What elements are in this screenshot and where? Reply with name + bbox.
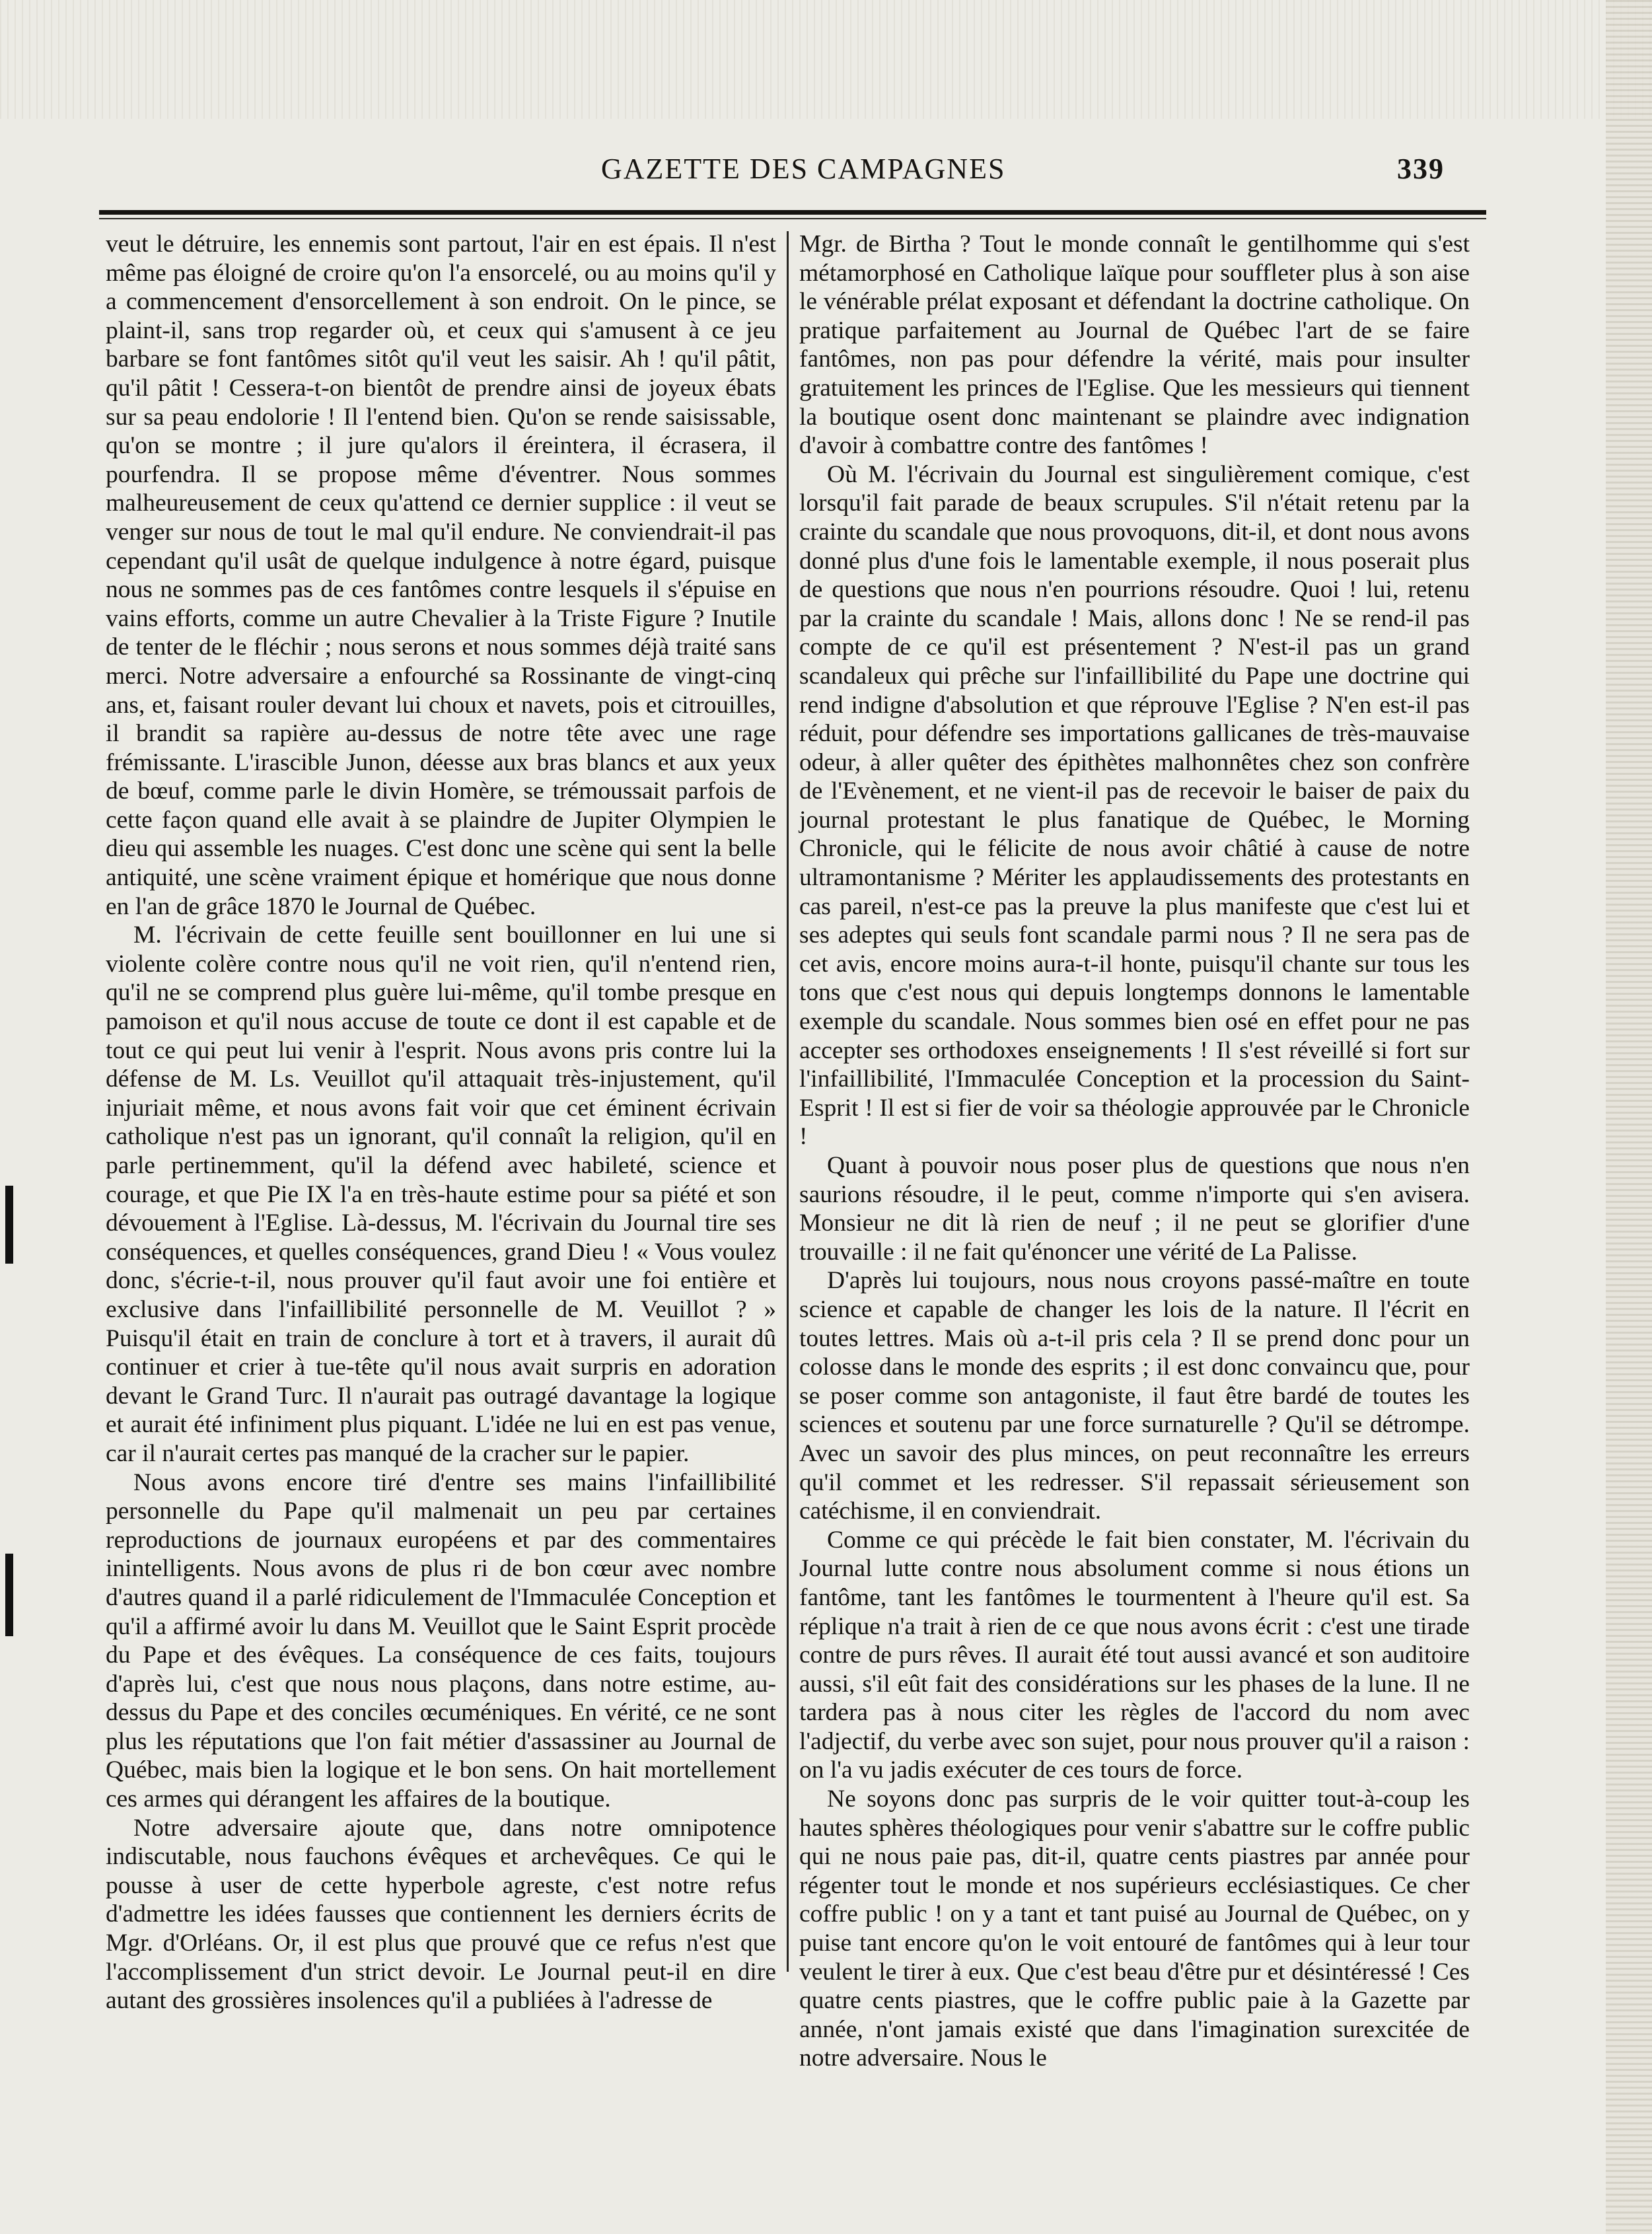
header-rule-thick <box>99 210 1486 215</box>
paragraph: Notre adversaire ajoute que, dans notre omnipotence indiscutable, nous fauchons évêques et archevêques. Ce qui le pousse à user de cette hyperbole agreste, c'est notre refus d'admettre les idées fausses que contiennent les derniers écrits de Mgr. d'Orléans. Or, il est plus que prouvé que ce refus n'est que l'accomplissement d'un strict devoir. Le Journal peut-il en dire autant des grossières insolences qu'il a publiées à l'adresse de <box>106 1814 776 2015</box>
right-column <box>799 230 1470 2073</box>
paragraph: veut le détruire, les ennemis sont partout, l'air en est épais. Il n'est même pas éloigné de croire qu'on l'a ensorcelé, ou au moins qu'il y a commencement d'ensorcellement à son endroit. On le pince, se plaint-il, sans trop regarder où, et ceux qui s'amusent à ce jeu barbare se font fantômes sitôt qu'il veut les saisir. Ah ! qu'il pâtit, qu'il pâtit ! Cessera-t-on bientôt de prendre ainsi de joyeux ébats sur sa peau endolorie ! Il l'entend bien. Qu'on se rende saisissable, qu'on se montre ; il jure qu'alors il éreintera, il écrasera, il pourfendra. Il se propose même d'éventrer. Nous sommes malheureusement de ceux qu'attend ce dernier supplice : il veut se venger sur nous de tout le mal qu'il endure. Ne conviendrait-il pas cependant qu'il usât de quelque indulgence à notre égard, puisque nous ne sommes pas de ces fantômes contre lesquels il s'épuise en vains efforts, comme un autre Chevalier à la Triste Figure ? Inutile de tenter de le fléchir ; nous serons et nous sommes déjà traité sans merci. Notre adversaire a enfourché sa Rossinante de vingt-cinq ans, et, faisant rouler devant lui choux et navets, pois et citrouilles, il brandit sa rapière au-dessus de notre tête avec une rage frémissante. L'irascible Junon, déesse aux bras blancs et aux yeux de bœuf, comme parle le divin Homère, se trémoussait parfois de cette façon quand elle avait à se plaindre de Jupiter Olympien le dieu qui assemble les nuages. C'est donc une scène qui sent la belle antiquité, une scène vraiment épique et homérique que nous donne en l'an de grâce 1870 le Journal de Québec. <box>106 231 776 920</box>
scan-noise-top <box>0 0 1652 119</box>
margin-marker <box>5 1554 13 1636</box>
column-divider <box>787 231 789 1972</box>
paragraph: Quant à pouvoir nous poser plus de questions que nous n'en saurions résoudre, il le peut, comme n'importe qui s'en avisera. Monsieur ne dit là rien de neuf ; il ne peut se glorifier d'une trouvaille : il ne fait qu'énoncer une vérité de La Palisse. <box>799 1152 1470 1266</box>
scan-noise-right-edge <box>1606 0 1652 2234</box>
page-number: 339 <box>1397 153 1445 185</box>
paragraph: M. l'écrivain de cette feuille sent bouillonner en lui une si violente colère contre nous qu'il ne voit rien, qu'il n'entend rien, qu'il ne se comprend plus guère lui-même, qu'il tombe presque en pamoison et qu'il nous accuse de toute ce dont il est capable et de tout ce qui peut lui venir à l'esprit. Nous avons pris contre lui la défense de M. Ls. Veuillot qu'il attaquait très-injustement, qu'il injuriait même, et nous avons fait voir que cet éminent écrivain catholique n'est pas un ignorant, qu'il connaît la religion, qu'il en parle pertinemment, qu'il la défend avec habileté, science et courage, et que Pie IX l'a en très-haute estime pour sa piété et son dévouement à l'Eglise. Là-dessus, M. l'écrivain du Journal tire ses conséquences, et quelles conséquences, grand Dieu ! « Vous voulez donc, s'écrie-t-il, nous prouver qu'il faut avoir une foi entière et exclusive dans l'infaillibilité personnelle de M. Veuillot ? » Puisqu'il était en train de conclure à tort et à travers, il aurait dû continuer et crier à tue-tête qu'il nous avait surpris en adoration devant le Grand Turc. Il n'aurait pas outragé davantage la logique et aurait été infiniment plus piquant. L'idée ne lui en est pas venue, car il n'aurait certes pas manqué de la cracher sur le papier. <box>106 921 776 1467</box>
header-rule-thin <box>99 218 1486 219</box>
running-title: GAZETTE DES CAMPAGNES <box>601 153 1006 185</box>
page-header <box>99 147 1493 193</box>
paragraph: D'après lui toujours, nous nous croyons passé-maître en toute science et capable de changer les lois de la nature. Il l'écrit en toutes lettres. Mais où a-t-il pris cela ? Il se prend donc pour un colosse dans le monde des esprits ; il est donc convaincu que, pour se poser comme son antagoniste, il faut être bardé de toutes les sciences et soutenu par une force surnaturelle ? Qu'il se détrompe. Avec un savoir des plus minces, on peut reconnaître les erreurs qu'il commet et les redresser. S'il repassait sérieusement son catéchisme, il en conviendrait. <box>799 1267 1470 1525</box>
paragraph: Nous avons encore tiré d'entre ses mains l'infaillibilité personnelle du Pape qu'il malmenait un peu par certaines reproductions de journaux européens et par des commentaires inintelligents. Nous avons de plus ri de bon cœur avec nombre d'autres quand il a parlé ridiculement de l'Immaculée Conception et qu'il a affirmé avoir lu dans M. Veuillot que le Saint Esprit procède du Pape et des évêques. La conséquence de ces faits, toujours d'après lui, c'est que nous nous plaçons, dans notre estime, au-dessus du Pape et des conciles œcuméniques. En vérité, ce ne sont plus les réputations que l'on fait métier d'assassiner au Journal de Québec, mais bien la logique et le bon sens. On hait mortellement ces armes qui dérangent les affaires de la boutique. <box>106 1468 776 1813</box>
paragraph: Ne soyons donc pas surpris de le voir quitter tout-à-coup les hautes sphères théologiques pour venir s'abattre sur le coffre public qui ne nous paie pas, dit-il, quatre cents piastres par année pour régenter tout le monde et nos supérieurs ecclésiastiques. Ce cher coffre public ! on y a tant et tant puisé au Journal de Québec, on y puise tant encore qu'on le voit entouré de fantômes qui à leur tour veulent le tirer à eux. Que c'est beau d'être pur et désintéressé ! Ces quatre cents piastres, que le coffre public paie à la Gazette par année, n'ont jamais existé que dans l'imagination surexcitée de notre adversaire. Nous le <box>799 1785 1470 2072</box>
paragraph: Où M. l'écrivain du Journal est singulièrement comique, c'est lorsqu'il fait parade de beaux scrupules. S'il n'était retenu par la crainte du scandale que nous provoquons, dit-il, et dont nous avons donné plus d'une fois le lamentable exemple, il nous poserait plus de questions que nous n'en pourrions résoudre. Quoi ! lui, retenu par la crainte du scandale ! Mais, allons donc ! Ne se rend-il pas compte de ce qu'il est présentement ? N'est-il pas un grand scandaleux qui prêche sur l'infaillibilité du Pape une doctrine qui rend indigne d'absolution et que réprouve l'Eglise ? N'en est-il pas réduit, pour défendre ses importations gallicanes de très-mauvaise odeur, à aller quêter des épithètes malhonnêtes chez son confrère de l'Evènement, et ne vient-il pas de recevoir le baiser de paix du journal protestant le plus fanatique de Québec, le Morning Chronicle, qui le félicite de nous avoir châtié à cause de notre ultramontanisme ? Mériter les applaudissements des protestants en cas pareil, n'est-ce pas la preuve la plus manifeste que c'est lui et ses adeptes qui seuls font scandale parmi nous ? Il ne sera pas de cet avis, encore moins aura-t-il honte, puisqu'il chante sur tous les tons que c'est nous qui depuis longtemps donnons le lamentable exemple du scandale. Nous sommes bien osé en effet pour ne pas accepter ses orthodoxes enseignements ! Il s'est réveillé si fort sur l'infaillibilité, l'Immaculée Conception et la procession du Saint-Esprit ! Il est si fier de voir sa théologie approuvée par le Chronicle ! <box>799 460 1470 1151</box>
margin-marker <box>5 1186 13 1264</box>
paragraph: Comme ce qui précède le fait bien constater, M. l'écrivain du Journal lutte contre nous absolument comme si nous étions un fantôme, tant les fantômes le tourmentent à l'heure qu'il est. Sa réplique n'a trait à rien de ce que nous avons écrit : c'est une tirade contre de purs rêves. Il aurait été tout aussi avancé et son auditoire aussi, s'il eût fait des considérations sur les phases de la lune. Il ne tardera pas à nous citer les règles de l'accord du nom avec l'adjectif, du verbe avec son sujet, pour nous prouver qu'il a raison : on l'a vu jadis exécuter de ces tours de force. <box>799 1526 1470 1784</box>
paragraph: Mgr. de Birtha ? Tout le monde connaît le gentilhomme qui s'est métamorphosé en Catholique laïque pour souffleter plus à son aise le vénérable prélat exposant et défendant la doctrine catholique. On pratique parfaitement au Journal de Québec l'art de se faire fantômes, non pas pour défendre la vérité, mais pour insulter gratuitement les princes de l'Eglise. Que les messieurs qui tiennent la boutique osent donc maintenant se plaindre avec indignation d'avoir à combattre contre des fantômes ! <box>799 231 1470 460</box>
left-column <box>106 230 776 2015</box>
